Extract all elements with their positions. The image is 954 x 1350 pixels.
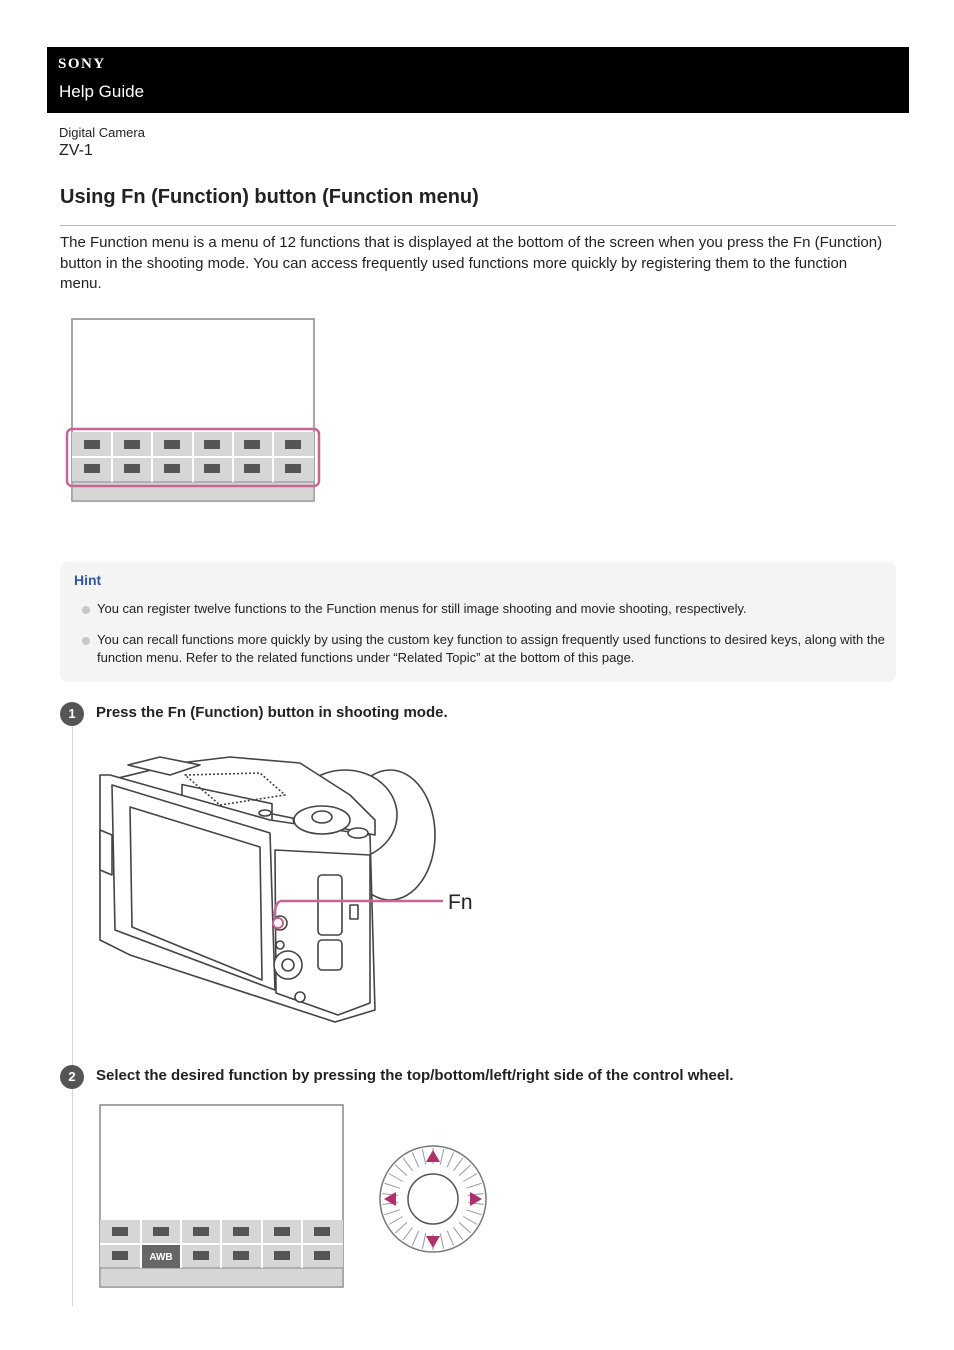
title-divider [60,225,896,226]
site-header [47,47,909,113]
camera-fn-button-illustration [90,735,490,1030]
help-guide-title[interactable]: Help Guide [59,82,145,101]
function-menu-illustration [60,312,330,512]
hint-box [60,562,896,682]
step-1-text: Press the Fn (Function) button in shooting mode. [96,704,448,721]
awb-selected-label: AWB [149,1252,173,1263]
control-wheel-icon [378,1144,488,1254]
hint-item-text: You can recall functions more quickly by using the custom key function to assign frequently used functions to desired keys, along with the function menu. Refer to the related functions under “Related Topic” at the bottom of this page. [97,632,885,665]
intro-paragraph: The Function menu is a menu of 12 functions that is displayed at the bottom of the screen when you press the Fn (Function) button in the shooting mode. You can access frequently used functions more quickly by registering them to the function menu. [60,234,883,292]
hint-item-text: You can register twelve functions to the Function menus for still image shooting and movie shooting, respectively. [97,601,747,616]
step-2-number: 2 [60,1065,84,1089]
hint-title: Hint [74,572,102,588]
page-title: Using Fn (Function) button (Function menu) [60,186,479,208]
hint-item [97,631,887,667]
function-menu-selection-illustration [98,1103,348,1291]
product-category: Digital Camera [59,125,145,140]
steps-connector-line [72,722,73,1306]
step-1-number: 1 [60,702,84,726]
bullet-icon [82,606,90,614]
step-2-text: Select the desired function by pressing the top/bottom/left/right side of the control wheel. [96,1067,734,1084]
product-model: ZV-1 [59,142,93,159]
fn-callout-label: Fn [448,891,473,914]
bullet-icon [82,637,90,645]
brand-logo[interactable]: SONY [58,56,106,72]
hint-item [97,600,887,618]
